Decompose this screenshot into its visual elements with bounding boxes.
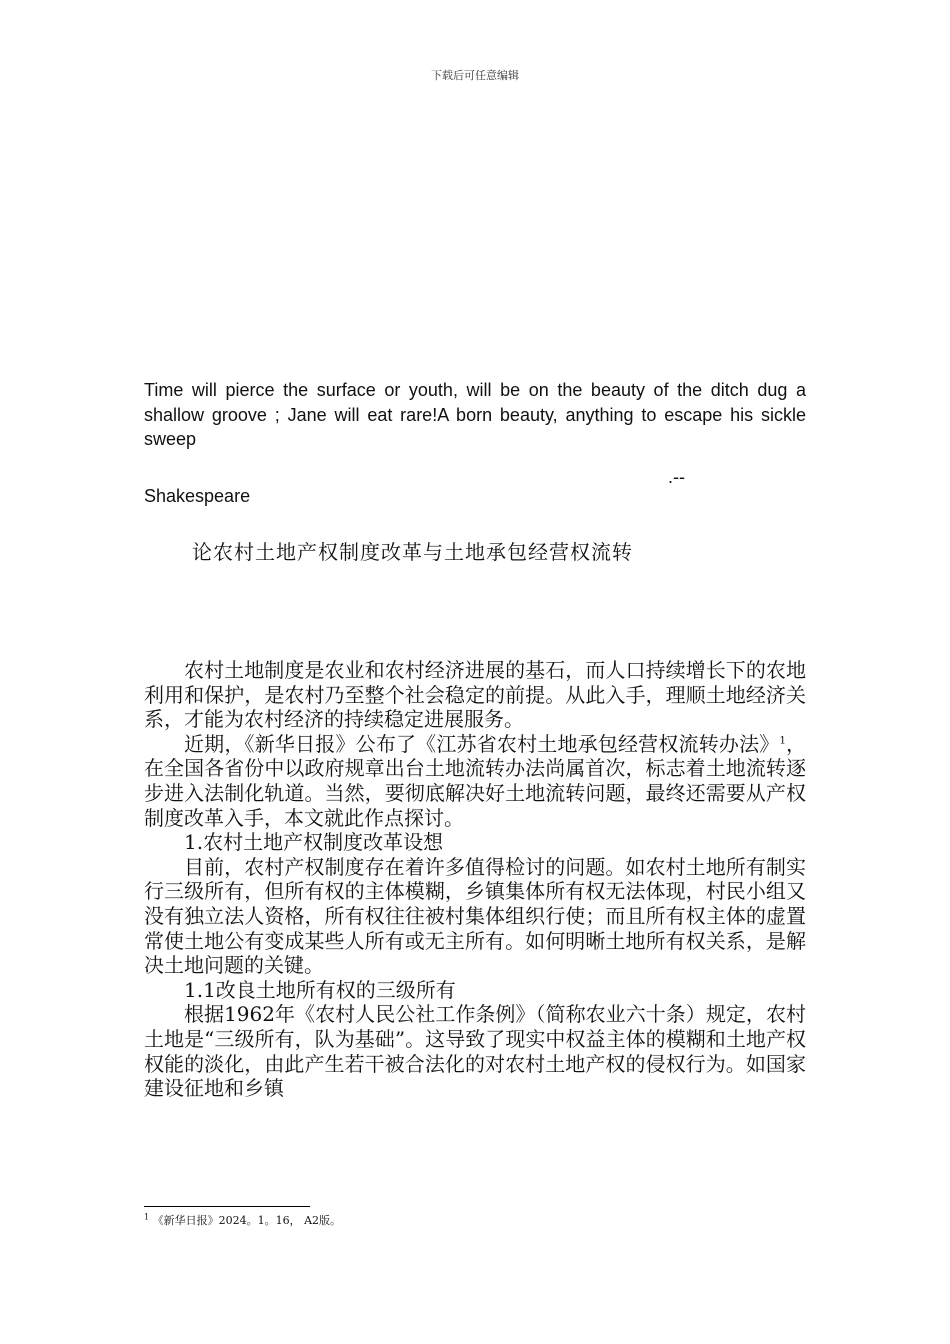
paragraph-news — [144, 732, 806, 830]
footnote-divider — [144, 1206, 310, 1207]
epigraph-author: Shakespeare — [144, 486, 251, 506]
epigraph-quote: Time will pierce the surface or youth, will be on the beauty of the ditch dug a shallow groove ; Jane will eat rare!A born beauty, anything to escape his sickle sweep — [144, 380, 806, 449]
epigraph-dash: .-- — [668, 467, 685, 487]
section-heading-1: 1.农村土地产权制度改革设想 — [184, 830, 444, 855]
footnote-number: 1 — [144, 1212, 150, 1222]
footnote-text: 《新华日报》2024。1。16， A2版。 — [152, 1214, 342, 1227]
section-heading-1-1: 1.1改良土地所有权的三级所有 — [184, 977, 456, 1002]
footnote — [144, 1212, 341, 1228]
paragraph-current-issues: 目前，农村产权制度存在着许多值得检讨的问题。如农村土地所有制实行三级所有，但所有权的主体模糊，乡镇集体所有权无法体现，村民小组又没有独立法人资格，所有权往往被村集体组织行使；而且所有权主体的虚置常使土地公有变成某些人所有或无主所有。如何明晰土地所有权关系，是解决土地问题的关键。 — [144, 854, 806, 978]
page-header: 下载后可任意编辑 — [431, 69, 519, 82]
paragraph-news-text-a: 近期，《新华日报》公布了《江苏省农村土地承包经营权流转办法》 — [184, 731, 780, 756]
footnote-reference[interactable]: 1 — [779, 735, 786, 747]
paragraph-intro: 农村土地制度是农业和农村经济进展的基石，而人口持续增长下的农地利用和保护，是农村乃至整个社会稳定的前提。从此入手，理顺土地经济关系，才能为农村经济的持续稳定进展服务。 — [144, 658, 806, 732]
paragraph-regulation: 根据1962年《农村人民公社工作条例》（简称农业六十条）规定，农村土地是“三级所有，队为基础”。这导致了现实中权益主体的模糊和土地产权权能的淡化，由此产生若干被合法化的对农村土地产权的侵权行为。如国家建设征地和乡镇 — [144, 1002, 806, 1101]
article-title: 论农村土地产权制度改革与土地承包经营权流转 — [192, 540, 633, 564]
article-body — [144, 658, 806, 1101]
paragraph-news-text-b: ，在全国各省份中以政府规章出台土地流转办法尚属首次，标志着土地流转逐步进入法制化轨道。当然，要彻底解决好土地流转问题，最终还需要从产权制度改革入手，本文就此作点探讨。 — [144, 731, 807, 830]
